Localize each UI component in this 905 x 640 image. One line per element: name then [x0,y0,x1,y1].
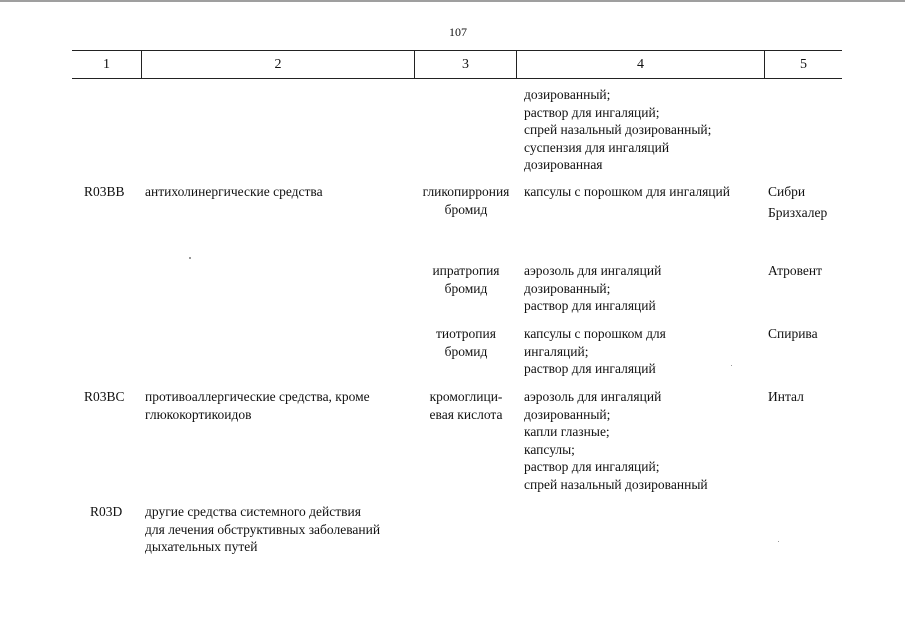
group-line: дыхательных путей [145,539,258,554]
header-top-rule [72,50,842,51]
column-header-2: 2 [274,57,282,72]
form-line: дозированный; [524,87,611,102]
form-line: дозированный; [524,406,611,422]
form-line: раствор для ингаляций [524,361,656,376]
dosage-forms [524,262,661,315]
group-line: другие средства системного действия [145,504,361,519]
group-line: для лечения обструктивных заболеваний [145,521,381,537]
group-line: антихолинергические средства [145,184,323,199]
substance-name [414,262,518,297]
form-line: спрей назальный дозированный; [524,122,712,137]
substance-line: бромид [444,201,488,217]
substance-name [414,183,518,218]
form-line: капсулы с порошком для [524,326,666,341]
dosage-forms [524,388,708,493]
column-header-4: 4 [637,57,644,72]
form-line: капли глазные; [524,424,610,439]
substance-name [414,325,518,360]
form-line: суспензия для ингаляций [524,139,670,155]
form-line: раствор для ингаляций; [524,104,660,120]
page-number: 107 [449,25,467,39]
atc-code: R03D [90,504,123,519]
form-line: аэрозоль для ингаляций [524,389,662,404]
substance-line: бромид [444,343,488,359]
dosage-forms [524,325,666,378]
group-name [145,183,323,201]
form-line: дозированный; [524,280,611,296]
substance-line: ипратропия [432,263,500,278]
substance-line: гликопиррония [422,184,510,199]
example-line: Интал [768,389,804,404]
example-line: Сибри [768,184,806,199]
drug-examples [768,262,822,280]
continuation-forms-cell [524,86,711,174]
example-line: Атровент [768,263,823,278]
column-header-1: 1 [103,57,110,72]
example-line: Спирива [768,326,818,341]
header-bottom-rule [72,78,842,79]
atc-code: R03BC [84,389,125,404]
drug-examples [768,183,827,221]
form-line: аэрозоль для ингаляций [524,263,662,278]
group-name [145,388,370,423]
form-line: капсулы; [524,441,575,457]
scan-speck [189,257,191,259]
form-line: спрей назальный дозированный [524,476,708,492]
form-line: капсулы с порошком для ингаляций [524,184,730,199]
form-line: раствор для ингаляций [524,298,656,313]
substance-line: тиотропия [436,326,496,341]
atc-code: R03BB [84,184,125,199]
scan-speck [731,365,732,366]
form-line: дозированная [524,157,603,172]
column-header-3: 3 [462,57,469,72]
drug-examples [768,388,804,406]
form-line: раствор для ингаляций; [524,459,660,474]
group-name [145,503,380,556]
group-line: противоаллергические средства, кроме [145,389,370,404]
example-line: Бризхалер [768,204,828,220]
substance-line: бромид [444,280,488,296]
substance-line: кромоглици- [429,389,503,404]
substance-line: евая кислота [429,406,503,422]
dosage-forms [524,183,730,201]
form-line: ингаляций; [524,343,589,359]
drug-examples [768,325,818,343]
top-edge-rule [0,0,905,2]
column-header-5: 5 [800,57,807,72]
substance-name [414,388,518,423]
group-line: глюкокортикоидов [145,406,252,422]
scan-speck [778,541,779,542]
